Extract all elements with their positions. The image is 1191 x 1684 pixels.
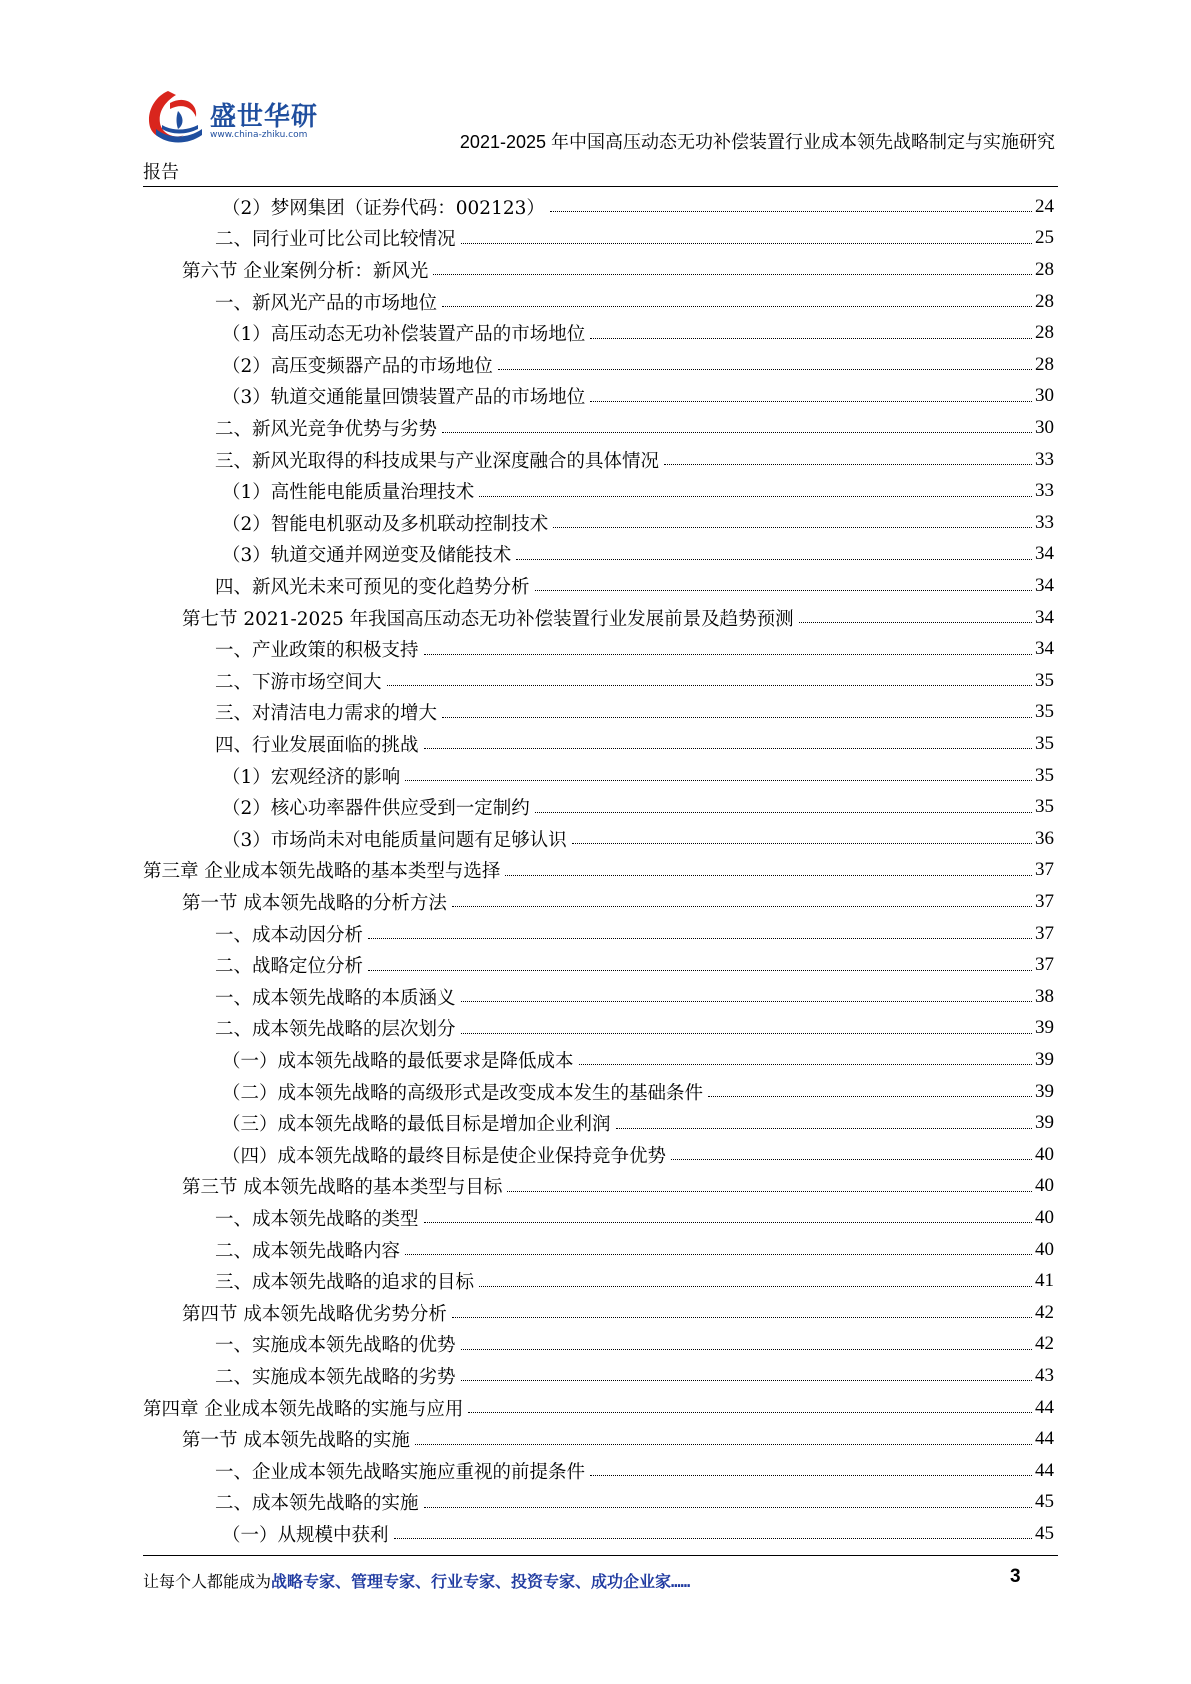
toc-dot-leader [553, 527, 1032, 528]
logo-name: 盛世华研 [210, 102, 319, 132]
toc-dot-leader [799, 622, 1032, 623]
toc-entry-title: （一）从规模中获利 [222, 1524, 389, 1546]
toc-entry-page: 35 [1035, 701, 1054, 723]
toc-dot-leader [671, 1159, 1032, 1160]
footer-slogan-highlight: 战略专家、管理专家、行业专家、投资专家、成功企业家…… [271, 1572, 691, 1591]
toc-entry-page: 24 [1035, 195, 1054, 217]
toc-entry[interactable] [215, 633, 1054, 665]
toc-dot-leader [590, 1475, 1032, 1476]
toc-entry-title: 二、成本领先战略的实施 [215, 1493, 419, 1515]
toc-dot-leader [405, 1254, 1032, 1255]
toc-entry[interactable] [143, 1392, 1054, 1424]
toc-entry[interactable] [143, 855, 1054, 887]
toc-entry[interactable] [215, 697, 1054, 729]
toc-entry[interactable] [215, 223, 1054, 255]
toc-entry-page: 38 [1035, 985, 1054, 1007]
toc-dot-leader [664, 464, 1032, 465]
toc-dot-leader [505, 875, 1032, 876]
toc-entry-title: 第四节 成本领先战略优劣势分析 [182, 1303, 447, 1325]
toc-dot-leader [479, 496, 1032, 497]
toc-entry-page: 44 [1035, 1396, 1054, 1418]
toc-dot-leader [708, 1096, 1032, 1097]
toc-dot-leader [433, 274, 1032, 275]
toc-entry-page: 35 [1035, 796, 1054, 818]
toc-entry[interactable] [182, 254, 1054, 286]
toc-entry[interactable] [215, 981, 1054, 1013]
toc-entry-page: 30 [1035, 385, 1054, 407]
toc-entry[interactable] [222, 381, 1054, 413]
toc-entry-page: 39 [1035, 1080, 1054, 1102]
toc-dot-leader [507, 1191, 1032, 1192]
logo-url: www.china-zhiku.com [210, 130, 308, 140]
toc-entry[interactable] [215, 1455, 1054, 1487]
footer-slogan [143, 1569, 690, 1592]
report-title: 2021-2025 年中国高压动态无功补偿装置行业成本领先战略制定与实施研究 [459, 132, 1055, 152]
toc-entry[interactable] [182, 886, 1054, 918]
toc-entry-title: （2）智能电机驱动及多机联动控制技术 [222, 513, 549, 535]
toc-entry[interactable] [215, 1202, 1054, 1234]
toc-dot-leader [424, 748, 1032, 749]
toc-entry-title: 三、对清洁电力需求的增大 [215, 703, 438, 725]
toc-entry-page: 39 [1035, 1048, 1054, 1070]
toc-dot-leader [452, 906, 1032, 907]
toc-dot-leader [452, 1317, 1032, 1318]
toc-entry[interactable] [182, 1171, 1054, 1203]
toc-entry[interactable] [222, 760, 1054, 792]
toc-dot-leader [368, 970, 1032, 971]
toc-entry[interactable] [222, 539, 1054, 571]
toc-entry[interactable] [215, 1329, 1054, 1361]
toc-entry-title: 四、行业发展面临的挑战 [215, 734, 419, 756]
toc-entry[interactable] [182, 1297, 1054, 1329]
toc-dot-leader [579, 1064, 1032, 1065]
toc-entry-title: 一、成本领先战略的类型 [215, 1208, 419, 1230]
toc-entry-title: 第三章 企业成本领先战略的基本类型与选择 [143, 861, 501, 883]
toc-entry[interactable] [215, 728, 1054, 760]
footer-slogan-lead: 让每个人都能成为 [143, 1572, 272, 1591]
toc-dot-leader [442, 306, 1032, 307]
toc-entry-page: 30 [1035, 416, 1054, 438]
toc-dot-leader [394, 1538, 1032, 1539]
toc-entry[interactable] [222, 1107, 1054, 1139]
header-divider [143, 186, 1058, 187]
toc-entry[interactable] [222, 191, 1054, 223]
toc-entry-title: 二、实施成本领先战略的劣势 [215, 1366, 456, 1388]
toc-entry-page: 45 [1035, 1522, 1054, 1544]
toc-entry-title: 第七节 2021-2025 年我国高压动态无功补偿装置行业发展前景及趋势预测 [182, 608, 794, 630]
toc-entry-page: 35 [1035, 732, 1054, 754]
toc-dot-leader [424, 654, 1032, 655]
toc-dot-leader [405, 780, 1032, 781]
toc-entry-page: 44 [1035, 1459, 1054, 1481]
toc-entry[interactable] [222, 823, 1054, 855]
toc-entry-page: 35 [1035, 669, 1054, 691]
toc-entry-title: （2）核心功率器件供应受到一定制约 [222, 798, 530, 820]
toc-dot-leader [498, 369, 1032, 370]
toc-dot-leader [461, 1349, 1032, 1350]
toc-dot-leader [590, 338, 1032, 339]
toc-dot-leader [368, 938, 1032, 939]
toc-entry-title: 第三节 成本领先战略的基本类型与目标 [182, 1177, 503, 1199]
toc-entry-title: 一、新风光产品的市场地位 [215, 292, 438, 314]
toc-entry-title: （3）市场尚未对电能质量问题有足够认识 [222, 829, 567, 851]
toc-entry-title: （3）轨道交通并网逆变及储能技术 [222, 545, 512, 567]
toc-dot-leader [461, 1033, 1032, 1034]
toc-entry-title: 二、战略定位分析 [215, 956, 364, 978]
toc-entry-title: （一）成本领先战略的最低要求是降低成本 [222, 1050, 574, 1072]
toc-entry-page: 25 [1035, 227, 1054, 249]
toc-entry[interactable] [222, 1518, 1054, 1550]
toc-dot-leader [616, 1128, 1032, 1129]
toc-entry[interactable] [222, 475, 1054, 507]
toc-entry-title: 二、下游市场空间大 [215, 671, 382, 693]
toc-entry[interactable] [215, 665, 1054, 697]
toc-entry-page: 44 [1035, 1428, 1054, 1450]
toc-entry-page: 40 [1035, 1238, 1054, 1260]
toc-dot-leader [468, 1412, 1032, 1413]
toc-entry-title: 二、新风光竞争优势与劣势 [215, 418, 438, 440]
toc-entry-page: 40 [1035, 1143, 1054, 1165]
toc-entry-title: （三）成本领先战略的最低目标是增加企业利润 [222, 1114, 611, 1136]
toc-entry-page: 34 [1035, 543, 1054, 565]
toc-entry-page: 34 [1035, 638, 1054, 660]
toc-entry[interactable] [215, 918, 1054, 950]
toc-entry[interactable] [222, 1139, 1054, 1171]
toc-entry[interactable] [222, 317, 1054, 349]
toc-entry-title: （1）宏观经济的影响 [222, 766, 401, 788]
toc-entry-title: 一、实施成本领先战略的优势 [215, 1335, 456, 1357]
toc-dot-leader [424, 1222, 1032, 1223]
toc-entry[interactable] [215, 444, 1054, 476]
toc-dot-leader [461, 1001, 1032, 1002]
toc-entry-page: 40 [1035, 1175, 1054, 1197]
toc-dot-leader [415, 1444, 1032, 1445]
toc-entry-page: 41 [1035, 1270, 1054, 1292]
toc-entry-title: （二）成本领先战略的高级形式是改变成本发生的基础条件 [222, 1082, 704, 1104]
toc-entry[interactable] [215, 949, 1054, 981]
toc-dot-leader [535, 590, 1032, 591]
toc-entry-title: 一、成本领先战略的本质涵义 [215, 987, 456, 1009]
toc-entry-page: 37 [1035, 954, 1054, 976]
toc-dot-leader [550, 211, 1032, 212]
toc-entry[interactable] [215, 570, 1054, 602]
toc-dot-leader [572, 843, 1032, 844]
toc-entry-title: （2）梦网集团（证券代码：002123） [222, 197, 545, 219]
toc-dot-leader [590, 401, 1032, 402]
toc-entry-page: 28 [1035, 258, 1054, 280]
page-number: 3 [1010, 1566, 1021, 1587]
toc-entry-title: 三、成本领先战略的追求的目标 [215, 1272, 475, 1294]
toc-entry-page: 37 [1035, 890, 1054, 912]
toc-entry-page: 37 [1035, 922, 1054, 944]
toc-entry-page: 35 [1035, 764, 1054, 786]
toc-entry-page: 39 [1035, 1112, 1054, 1134]
toc-entry-title: （1）高压动态无功补偿装置产品的市场地位 [222, 324, 586, 346]
toc-entry[interactable] [222, 1044, 1054, 1076]
toc-entry-title: 四、新风光未来可预见的变化趋势分析 [215, 576, 530, 598]
toc-entry-title: （3）轨道交通能量回馈装置产品的市场地位 [222, 387, 586, 409]
toc-entry[interactable] [182, 1423, 1054, 1455]
toc-dot-leader [461, 243, 1032, 244]
toc-entry[interactable] [215, 1487, 1054, 1519]
toc-entry-page: 28 [1035, 322, 1054, 344]
toc-entry-page: 43 [1035, 1364, 1054, 1386]
toc-entry[interactable] [215, 1265, 1054, 1297]
toc-dot-leader [387, 685, 1032, 686]
toc-entry-page: 28 [1035, 290, 1054, 312]
toc-entry-title: （1）高性能电能质量治理技术 [222, 482, 475, 504]
toc-entry-page: 33 [1035, 480, 1054, 502]
toc-dot-leader [442, 717, 1032, 718]
toc-entry-page: 42 [1035, 1301, 1054, 1323]
footer-divider [143, 1555, 1058, 1556]
toc-entry[interactable] [215, 412, 1054, 444]
toc-entry-page: 33 [1035, 511, 1054, 533]
toc-entry-page: 36 [1035, 827, 1054, 849]
toc-entry-page: 39 [1035, 1017, 1054, 1039]
toc-entry-title: 三、新风光取得的科技成果与产业深度融合的具体情况 [215, 450, 660, 472]
toc-dot-leader [479, 1286, 1032, 1287]
toc-entry-title: 二、同行业可比公司比较情况 [215, 229, 456, 251]
toc-entry[interactable] [215, 1013, 1054, 1045]
toc-entry[interactable] [222, 349, 1054, 381]
toc-entry-title: 第一节 成本领先战略的分析方法 [182, 892, 447, 914]
toc-entry-title: 一、产业政策的积极支持 [215, 640, 419, 662]
toc-entry-page: 28 [1035, 353, 1054, 375]
toc-dot-leader [535, 812, 1032, 813]
toc-entry-page: 42 [1035, 1333, 1054, 1355]
toc-entry[interactable] [215, 1234, 1054, 1266]
toc-entry-title: 二、成本领先战略内容 [215, 1240, 401, 1262]
toc-entry-title: （2）高压变频器产品的市场地位 [222, 355, 493, 377]
toc-entry[interactable] [222, 507, 1054, 539]
toc-entry[interactable] [215, 1360, 1054, 1392]
toc-entry-page: 34 [1035, 606, 1054, 628]
toc-entry-title: 第六节 企业案例分析：新风光 [182, 260, 429, 282]
toc-entry-title: （四）成本领先战略的最终目标是使企业保持竞争优势 [222, 1145, 667, 1167]
toc-entry-title: 第一节 成本领先战略的实施 [182, 1430, 410, 1452]
toc-entry-page: 37 [1035, 859, 1054, 881]
toc-entry[interactable] [222, 1076, 1054, 1108]
toc-entry[interactable] [182, 602, 1054, 634]
toc-dot-leader [461, 1380, 1032, 1381]
toc-entry[interactable] [222, 791, 1054, 823]
toc-dot-leader [516, 559, 1032, 560]
toc-dot-leader [424, 1507, 1032, 1508]
report-title-continued: 报告 [143, 162, 179, 182]
toc-dot-leader [442, 432, 1032, 433]
toc-entry-page: 45 [1035, 1491, 1054, 1513]
toc-entry[interactable] [215, 286, 1054, 318]
toc-entry-title: 一、成本动因分析 [215, 924, 364, 946]
toc-entry-page: 40 [1035, 1206, 1054, 1228]
toc-entry-title: 二、成本领先战略的层次划分 [215, 1019, 456, 1041]
toc-entry-title: 一、企业成本领先战略实施应重视的前提条件 [215, 1461, 586, 1483]
toc-entry-title: 第四章 企业成本领先战略的实施与应用 [143, 1398, 464, 1420]
toc-entry-page: 33 [1035, 448, 1054, 470]
toc-entry-page: 34 [1035, 574, 1054, 596]
